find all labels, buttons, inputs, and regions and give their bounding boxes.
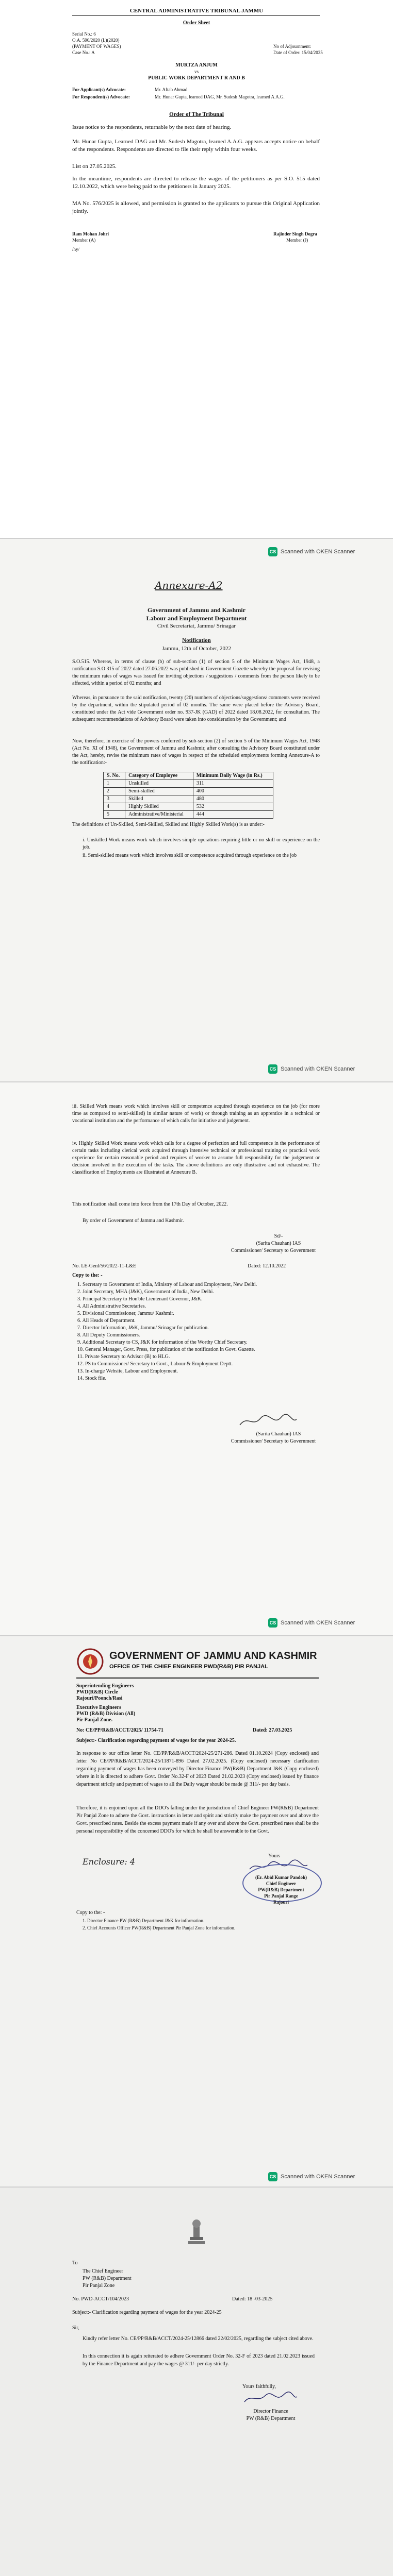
annexure-handwritten: Annexure-A2	[155, 579, 223, 591]
member-j-name: Rajinder Singh Dogra	[273, 231, 317, 236]
to-line-2: PWD(R&B) Circle	[76, 1689, 118, 1695]
page-chief-engineer-letter	[0, 1636, 393, 2188]
letter-number: No: CE/PP/R&B/ACCT/2025/ 11754-71	[76, 1727, 163, 1733]
reference-number: No. LE-Genl/56/2022-11-L&E	[72, 1263, 137, 1269]
page-notification-2	[0, 1082, 393, 1636]
signatory-role: Director Finance	[253, 2409, 288, 2414]
scanner-logo-icon: CS	[268, 1618, 277, 1628]
letter-body-1: Kindly refer letter No. CE/PP/R&B/ACCT/2024-25/12866 dated 22/02/2025, regarding the subject cited above.	[83, 2336, 314, 2342]
initials: /hy/	[72, 247, 80, 252]
cell: Unskilled	[125, 780, 193, 788]
member-a-role: Member (A)	[72, 238, 96, 243]
oa-number: O.A. 590/2020 (L)(2020)	[72, 38, 120, 43]
emblem-icon	[76, 1648, 104, 1675]
signatory-role: Commissioner/ Secretary to Government	[231, 1248, 316, 1253]
list-item: 3. Principal Secretary to Hon'ble Lieutenant Governor, J&K.	[77, 1296, 203, 1302]
definition-highly-skilled: iv. Highly Skilled Work means work which calls for a degree of perfection and full competence in the performance of certain tasks including clerical work acquired through intensive technical or professional training or practical work experience for certain reasonable period and requires of worker to assume full responsibility for the judgement or decision involved in the execution of the tasks. The above definitions are only illustrative and not exhaustive. The classification of Employments are illustrated at Annexure B.	[72, 1141, 320, 1175]
letter-subject: Subject:- Clarification regarding payment of wages for the year 2024-25	[72, 2310, 222, 2315]
copy-to-heading: Copy to the: -	[72, 1273, 103, 1278]
notification-heading: Notification	[182, 637, 211, 643]
scanner-text: Scanned with OKEN Scanner	[281, 2174, 355, 2180]
gov-heading: Government of Jammu and Kashmir	[148, 606, 245, 614]
table-row	[104, 788, 273, 795]
list-item: 5. Divisional Commissioner, Jammu/ Kashmir.	[77, 1311, 174, 1316]
scanner-logo-icon: CS	[268, 2172, 277, 2181]
table-row	[104, 803, 273, 811]
order-date: Date of Order: 15/04/2025	[273, 50, 323, 55]
list-item: 2. Joint Secretary, MHA (J&K), Government of India, New Delhi.	[77, 1289, 214, 1295]
list-item: 4. All Administrative Secretaries.	[77, 1303, 146, 1309]
to-line-1: The Chief Engineer	[83, 2268, 123, 2274]
order-para-5: MA No. 576/2025 is allowed, and permission is granted to the applicants to pursue this Original Application jointly.	[72, 200, 320, 214]
signatory-location: Rajouri	[273, 1900, 289, 1905]
scanner-watermark	[268, 1618, 355, 1628]
list-item: 11. Private Secretary to Advisor (B) to HLG.	[77, 1354, 170, 1360]
scanner-logo-icon: CS	[268, 1064, 277, 1074]
applicant-advocate: Mr. Aftab Ahmad	[155, 87, 188, 92]
order-para-3: List on 27.05.2025.	[72, 163, 117, 170]
scanner-text: Scanned with OKEN Scanner	[281, 549, 355, 555]
cell: 311	[193, 780, 273, 788]
party-two: PUBLIC WORK DEPARTMENT R AND B	[148, 75, 245, 81]
definition-unskilled: i. Unskilled Work means work which involves simple operations requiring little or no skill or experience on the job.	[83, 837, 320, 850]
signatory-role-bottom: Commissioner/ Secretary to Government	[231, 1438, 316, 1444]
signatory-range: Pir Panjal Range	[264, 1893, 298, 1899]
order-para-4: In the meantime, respondents are directed to release the wages of the petitioners as per S.O. 515 dated 12.10.2022, which were being paid to the petitioners in January 2025.	[72, 176, 320, 190]
salutation: Sir,	[72, 2325, 79, 2331]
cell: 3	[104, 795, 125, 803]
cell: Semi-skilled	[125, 788, 193, 795]
page-director-finance-letter	[0, 2188, 393, 2576]
exec-line-3: Pir Panjal Zone.	[76, 1717, 113, 1723]
by-order: By order of Government of Jammu and Kashmir.	[83, 1218, 184, 1224]
wage-table-header	[104, 772, 273, 780]
exec-line-2: PWD (R&B) Division (All)	[76, 1711, 136, 1717]
to-label: To	[72, 2260, 78, 2266]
yours-label: Yours	[268, 1853, 281, 1859]
cell: 444	[193, 811, 273, 819]
list-item: 14. Stock file.	[77, 1376, 107, 1381]
signatory-role: Chief Engineer	[266, 1881, 297, 1886]
signatory-dept: PW (R&B) Department	[246, 2416, 296, 2421]
adjournment-count: No of Adjournment:	[273, 44, 311, 49]
letter-date: Dated: 18 -03-2025	[232, 2296, 273, 2302]
notification-whereas: Whereas, in pursuance to the said notification, twenty (20) numbers of objections/suggestions/ comments were received by the department, within the stipulated period of 02 months. The same were placed before the Advisory Board, constituted under the Act vide Government order no. 937-JK (GAD) of 2022 dated 18.08.2022, for consultation. The subsequent recommendations of Advisory Board were taken into consideration by the Government; and	[72, 695, 320, 722]
col-category: Category of Employee	[125, 772, 193, 780]
to-line-3: Rajouri/Poonch/Rasi	[76, 1696, 123, 1701]
definition-skilled: iii. Skilled Work means work which involves skill or competence acquired through experience on the job (for more time as compared to semi-skilled) in similar nature of work) or through training as an apprentice in a technical or vocational institution and the performance of which calls for initiative and judgement.	[72, 1104, 320, 1124]
signatory-name: (Sarita Chauhan) IAS	[256, 1241, 301, 1246]
definitions-intro: The definitions of Un-Skilled, Semi-Skilled, Skilled and Highly Skilled Work(s) is as under:-	[72, 822, 265, 827]
tribunal-header: CENTRAL ADMINISTRATIVE TRIBUNAL JAMMU	[129, 8, 264, 14]
cell: 480	[193, 795, 273, 803]
cell: Skilled	[125, 795, 193, 803]
respondent-advocate-label: For Respondent(s) Advocate:	[72, 94, 130, 99]
page-notification-1	[0, 539, 393, 1082]
scanner-logo-icon: CS	[268, 547, 277, 556]
copy-item-2: 2. Chief Accounts Officer PW(R&B) Department Pir Panjal Zone for information.	[83, 1925, 236, 1930]
list-item: 8. All Deputy Commissioners.	[77, 1332, 140, 1338]
signatory-dept: PW(R&B) Department	[258, 1887, 304, 1892]
signature-scribble	[242, 2391, 299, 2406]
cell: 532	[193, 803, 273, 811]
definition-semiskilled: ii. Semi-skilled means work which involves skill or competence acquired through experience on the job	[83, 853, 297, 858]
party-one: MURTZA ANJUM	[175, 62, 218, 68]
subject-code: (PAYMENT OF WAGES)	[72, 44, 121, 49]
sd-mark: Sd/-	[274, 1233, 283, 1239]
dept-heading: Labour and Employment Department	[146, 615, 247, 622]
versus: vs	[194, 69, 199, 74]
list-item: 6. All Heads of Department.	[77, 1318, 136, 1324]
divider	[76, 1677, 319, 1679]
col-sno: S. No.	[104, 772, 125, 780]
letter-date: Dated: 27.03.2025	[253, 1727, 292, 1733]
cell: Administrative/Ministerial	[125, 811, 193, 819]
cell: 1	[104, 780, 125, 788]
member-j-role: Member (J)	[286, 238, 308, 243]
signature-scribble	[237, 1412, 299, 1430]
scanner-watermark	[268, 1064, 355, 1074]
page-order-sheet	[0, 0, 393, 539]
emblem-icon	[187, 2218, 206, 2246]
case-no: Case No.: A	[72, 50, 95, 55]
table-row	[104, 780, 273, 788]
to-line-3: Pir Panjal Zone	[83, 2283, 115, 2289]
letter-body-1: In response to our office letter No. CE/PP/R&B/ACCT/2024-25/271-286. Dated 01.10.2024 (Copy enclosed) and letter No CE/PP/R&B/ACCT/2024-25/11871-896 Dated 27.02.2025. (Copy enclosed) necessary clarification regarding payment of wages has been conveyed by Director Finance PW(R&B) Department J&K (Copy enclosed) where in it is directed to adhere Govt. Order No.32-F of 2023 Dated 21.02.2023 (Copy enclosed) issued by finance department strictly and payment of wages to all the Daily wager should be made @ 311/- per day basis.	[76, 1751, 319, 1787]
table-row	[104, 811, 273, 819]
scanner-watermark	[268, 2172, 355, 2181]
scanner-text: Scanned with OKEN Scanner	[281, 1066, 355, 1072]
scanner-text: Scanned with OKEN Scanner	[281, 1620, 355, 1626]
notification-now: Now, therefore, in exercise of the powers conferred by sub-section (2) of section 5 of the Minimum Wages Act, 1948 (Act No. XI of 1948), the Government of Jammu and Kashmir, after consulting the Advisory Board constituted under the Act, hereby, revise the minimum rates of wages in respect of the scheduled employments forming Annexure-A to the notification:-	[72, 738, 320, 766]
cell: 400	[193, 788, 273, 795]
divider	[72, 15, 320, 16]
cell: 5	[104, 811, 125, 819]
list-item: 12. PS to Commissioner/ Secretary to Govt., Labour & Employment Deptt.	[77, 1361, 233, 1367]
serial-no: Serial No.: 6	[72, 31, 96, 37]
scanner-watermark	[268, 547, 355, 556]
wage-table	[103, 772, 273, 819]
cell: Highly Skilled	[125, 803, 193, 811]
enclosure-handwritten: Enclosure: 4	[83, 1857, 135, 1867]
table-row	[104, 795, 273, 803]
notification-date: Jammu, 12th of October, 2022	[162, 646, 231, 652]
yours-faithfully: Yours faithfully,	[242, 2384, 276, 2389]
office-title: OFFICE OF THE CHIEF ENGINEER PWD(R&B) PIR PANJAL	[109, 1664, 268, 1670]
exec-line-1: Executive Engineers	[76, 1705, 121, 1710]
letter-number: No. PWD-ACCT/104/2023	[72, 2296, 129, 2302]
signatory-name-bottom: (Sarita Chauhan) IAS	[256, 1431, 301, 1437]
copy-item-1: 1. Director Finance PW (R&B) Department J&K for information.	[83, 1918, 205, 1923]
signatory-name: (Er. Abid Kumar Pandoh)	[255, 1875, 307, 1880]
list-item: 7. Director Information, J&K, Jammu/ Srinagar for publication.	[77, 1325, 209, 1331]
tribunal-order-heading: Order of The Tribunal	[169, 111, 224, 117]
letter-body-2: In this connection it is again reiterated to adhere Government Order No. 32-F of 2023 dated 21.02.2023 issued by the Finance Department and pay the wages @ 311/- per day strictly.	[83, 2353, 315, 2367]
cell: 4	[104, 803, 125, 811]
applicant-advocate-label: For Applicant(s) Advocate:	[72, 87, 126, 92]
order-para-2: Mr. Hunar Gupta, Learned DAG and Mr. Sudesh Magotra, learned A.A.G. appears accepts notice on behalf of the respondents. Respondents are directed to file their reply within four weeks.	[72, 139, 320, 152]
col-wage: Minimum Daily Wage (in Rs.)	[193, 772, 273, 780]
order-sheet-label: Order Sheet	[183, 20, 210, 26]
cell: 2	[104, 788, 125, 795]
gov-title: GOVERNMENT OF JAMMU AND KASHMIR	[109, 1650, 317, 1662]
list-item: 1. Secretary to Government of India, Ministry of Labour and Employment, New Delhi.	[77, 1282, 257, 1287]
to-line-1: Superintending Engineers	[76, 1683, 134, 1689]
list-item: 13. In-charge Website, Labour and Employment.	[77, 1368, 178, 1374]
letter-body-2: Therefore, it is enjoined upon all the DDO's falling under the jurisdiction of Chief Engineer PW(R&B) Department Pir Panjal Zone to adhere the Govt. instructions in letter and spirit and strictly make the payment over and above the Govt. prescribed rates. Beside the excess payment made if any over and above the Govt. prescribed rates shall be the personal responsibility of the concerned DDO's for which he shall be answerable to the Govt.	[76, 1805, 319, 1834]
member-a-name: Ram Mohan Johri	[72, 231, 109, 236]
copy-heading: Copy to the: -	[76, 1910, 105, 1916]
to-line-2: PW (R&B) Department	[83, 2276, 132, 2281]
secretariat-heading: Civil Secretariat, Jammu/ Srinagar	[157, 623, 236, 629]
list-item: 10. General Manager, Govt. Press, for publication of the notification in Govt. Gazette.	[77, 1347, 255, 1352]
reference-date: Dated: 12.10.2022	[248, 1263, 286, 1269]
effective-date: This notification shall come into force from the 17th Day of October, 2022.	[72, 1201, 228, 1207]
respondent-advocate: Mr. Hunar Gupta, learned DAG, Mr. Sudesh Magotra, learned A.A.G.	[155, 94, 285, 99]
copy-list	[77, 1281, 320, 1382]
order-para-1: Issue notice to the respondents, returnable by the next date of hearing.	[72, 124, 232, 130]
letter-subject: Subject:- Clarification regarding payment of wages for the year 2024-25.	[76, 1738, 236, 1743]
list-item: 9. Additional Secretary to CS, J&K for information of the Worthy Chief Secretary.	[77, 1340, 248, 1345]
notification-intro: S.O.515. Whereas, in terms of clause (b) of sub-section (1) of section 5 of the Minimum Wages Act, 1948, a notification S.O 315 of 2022 dated 27.06.2022 was published in Government Gazette whereby the proposal for revising the minimum rates of wages was issued for inviting objections / suggestions / comments from the person likely to be affected, within a period of 02 months; and	[72, 659, 320, 686]
